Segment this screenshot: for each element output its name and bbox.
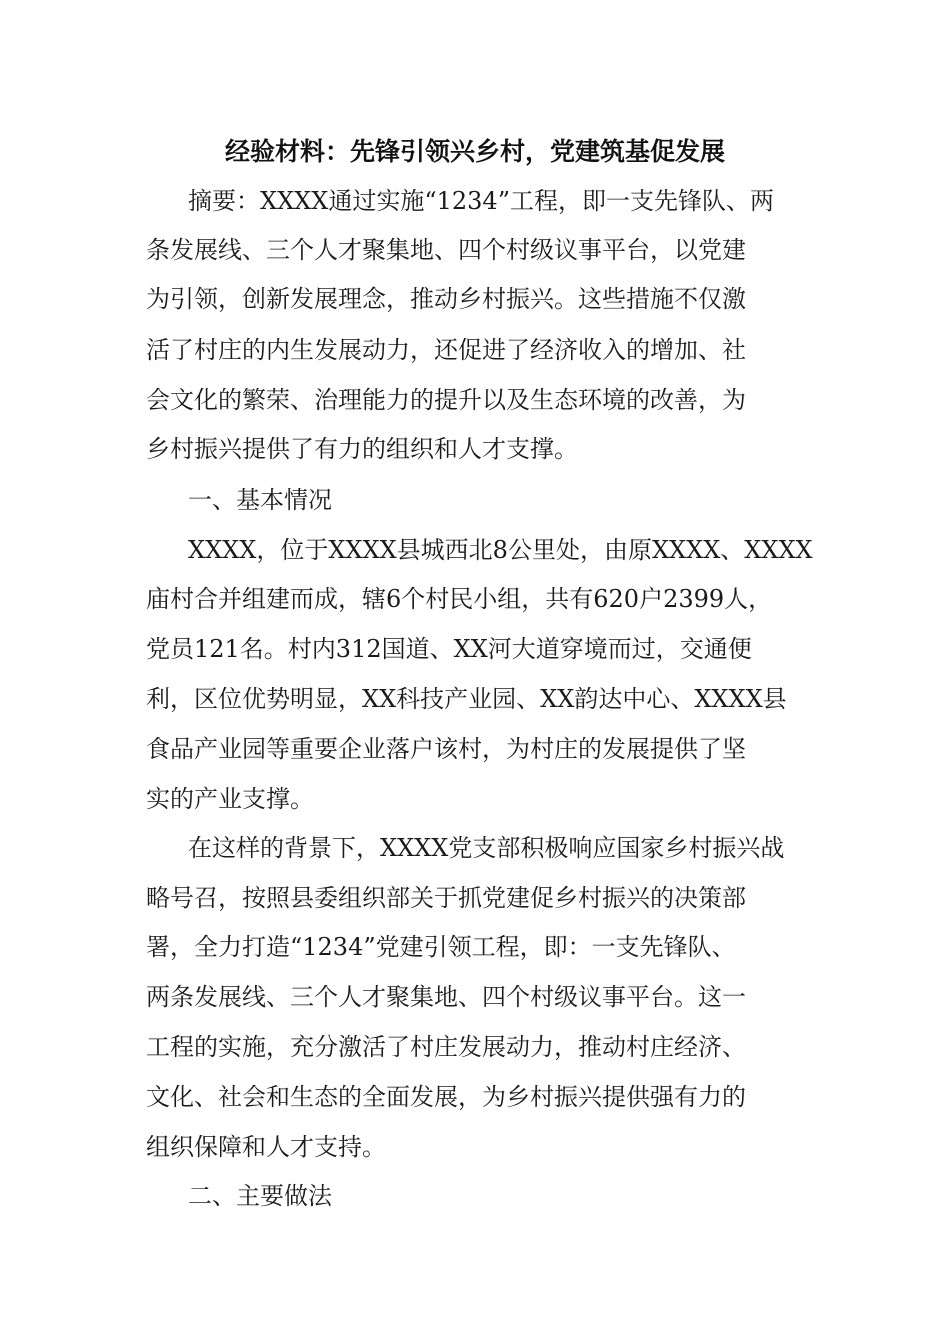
paragraph-line: 利，区位优势明显，XX科技产业园、XX韵达中心、XXXX县 (146, 685, 787, 713)
paragraph-line: 组织保障和人才支持。 (146, 1133, 386, 1161)
abstract-line: 乡村振兴提供了有力的组织和人才支撑。 (146, 435, 578, 463)
paragraph-line: 略号召，按照县委组织部关于抓党建促乡村振兴的决策部 (146, 884, 746, 912)
paragraph-line: 在这样的背景下，XXXX党支部积极响应国家乡村振兴战 (188, 834, 785, 862)
paragraph-line: 食品产业园等重要企业落户该村，为村庄的发展提供了坚 (146, 735, 746, 763)
section-heading-basic: 一、基本情况 (188, 486, 332, 514)
section-heading-practices: 二、主要做法 (188, 1182, 332, 1210)
abstract-line: 条发展线、三个人才聚集地、四个村级议事平台，以党建 (146, 236, 746, 264)
paragraph-line: 署，全力打造“1234”党建引领工程，即：一支先锋队、 (146, 933, 736, 961)
abstract-line: 摘要：XXXX通过实施“1234”工程，即一支先锋队、两 (188, 187, 774, 215)
abstract-line: 会文化的繁荣、治理能力的提升以及生态环境的改善，为 (146, 386, 746, 414)
paragraph-line: XXXX，位于XXXX县城西北8公里处，由原XXXX、XXXX (188, 536, 813, 564)
abstract-line: 为引领，创新发展理念，推动乡村振兴。这些措施不仅激 (146, 285, 746, 313)
document-title: 经验材料：先锋引领兴乡村，党建筑基促发展 (224, 137, 725, 166)
paragraph-line: 庙村合并组建而成，辖6个村民小组，共有620户2399人， (146, 585, 773, 613)
paragraph-line: 文化、社会和生态的全面发展，为乡村振兴提供强有力的 (146, 1083, 746, 1111)
paragraph-line: 实的产业支撑。 (146, 785, 314, 813)
paragraph-line: 两条发展线、三个人才聚集地、四个村级议事平台。这一 (146, 983, 746, 1011)
abstract-line: 活了村庄的内生发展动力，还促进了经济收入的增加、社 (146, 336, 746, 364)
paragraph-line: 工程的实施，充分激活了村庄发展动力，推动村庄经济、 (146, 1033, 746, 1061)
paragraph-line: 党员121名。村内312国道、XX河大道穿境而过，交通便 (146, 635, 752, 663)
